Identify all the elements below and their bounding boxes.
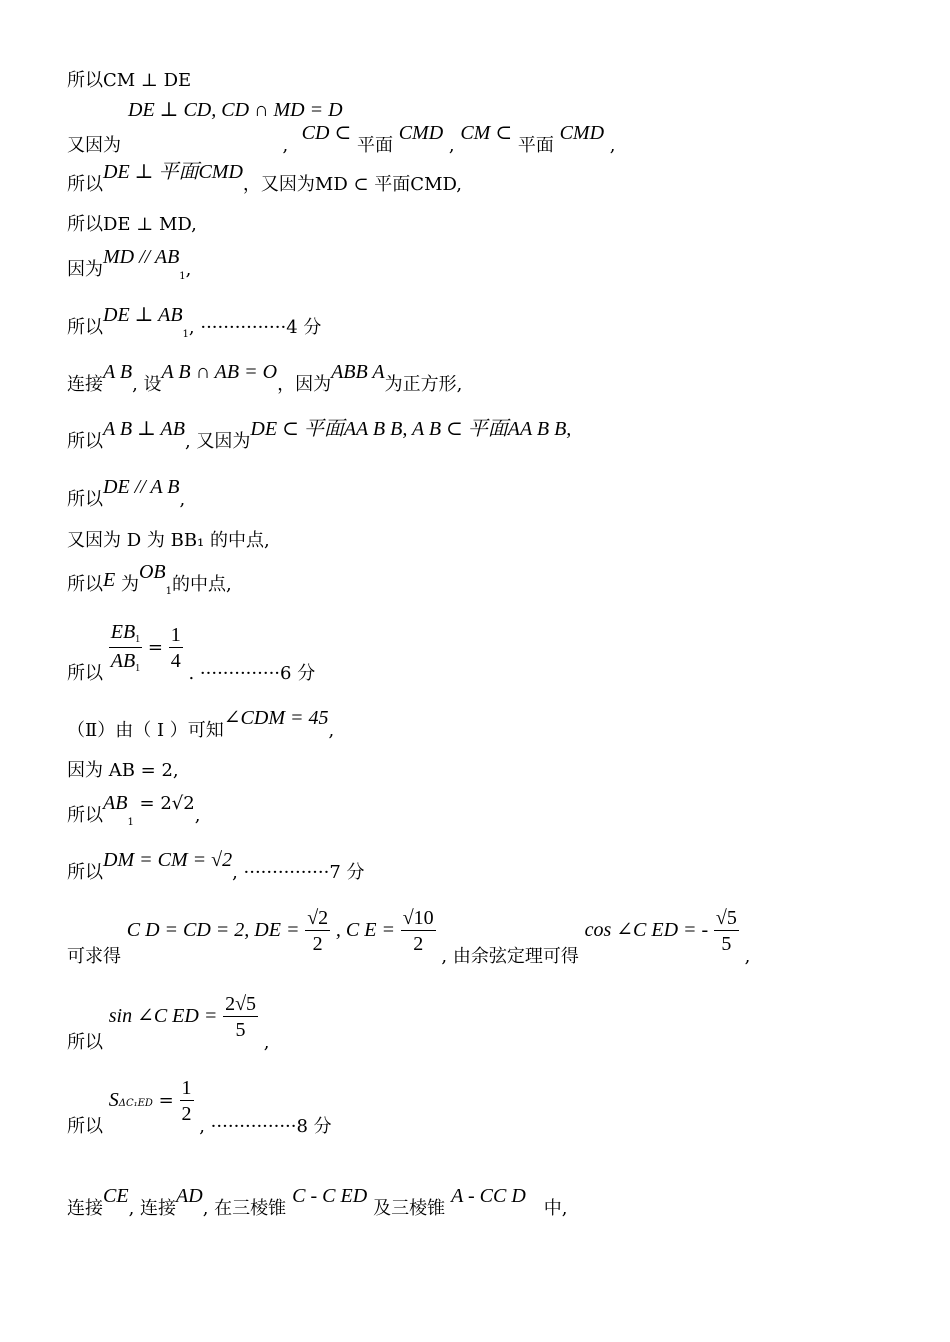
proof-text: 所以 [67, 1116, 103, 1137]
proof-text: 所以 [67, 574, 103, 595]
math-formula: CMD [398, 122, 444, 144]
text-line-14 [67, 762, 179, 780]
numerator: 2√5 [225, 993, 257, 1015]
text-line-13 [67, 707, 335, 741]
math-formula: = 2√2 [133, 793, 195, 814]
proof-text: 平面 [356, 135, 393, 156]
proof-text: 平面 [517, 135, 554, 156]
text-line-1 [67, 72, 191, 90]
denominator: 5 [721, 933, 732, 955]
numerator: EB [110, 621, 136, 643]
text-line-7 [67, 361, 463, 395]
proof-text: 因为 AB = 2, [67, 760, 179, 781]
proof-text: , ···············7 分 [232, 862, 365, 883]
proof-text: 所以 [67, 317, 103, 338]
equals-sign: = [158, 1090, 174, 1111]
math-formula: C D = CD = 2, DE = [126, 919, 300, 941]
text-line-2a [128, 100, 343, 120]
proof-text: 所以DE ⊥ MD, [67, 214, 197, 235]
proof-text: 及三棱锥 [373, 1198, 446, 1219]
proof-text: 可求得 [67, 946, 121, 967]
math-formula: MD // AB [103, 246, 180, 268]
math-formula: E [103, 569, 116, 591]
math-formula: CM ⊂ [460, 122, 513, 144]
proof-text: , 又因为 [184, 431, 251, 452]
proof-text: , ···············4 分 [188, 317, 322, 338]
text-line-20 [67, 1185, 568, 1219]
text-line-17 [67, 907, 751, 967]
proof-text: 为 [120, 574, 139, 595]
proof-text: , [194, 805, 201, 826]
proof-text: , 由余弦定理可得 [441, 946, 579, 967]
proof-text: 因为 [67, 259, 103, 280]
math-formula: ABB A [331, 361, 385, 383]
text-line-18 [67, 993, 270, 1053]
proof-text: , [282, 135, 289, 156]
text-line-8 [67, 418, 572, 452]
denominator: 5 [235, 1019, 246, 1041]
math-formula: sin ∠C ED = [108, 1005, 218, 1027]
denominator: 2 [413, 933, 424, 955]
math-formula: S [108, 1089, 119, 1111]
proof-text: 所以 [67, 663, 103, 684]
proof-text: , [328, 720, 335, 741]
proof-text: . ··············6 分 [188, 663, 316, 684]
proof-text: 又因为 [67, 135, 121, 156]
fraction [223, 994, 258, 1040]
text-line-5: 因为MD // $AB_1$, [67, 246, 192, 282]
text-line-9 [67, 476, 186, 510]
proof-text: 所以 [67, 1032, 103, 1053]
proof-text: , [609, 135, 616, 156]
math-formula: CMD [559, 122, 605, 144]
math-formula: A B ∩ AB [161, 361, 240, 383]
proof-text: , ···············8 分 [199, 1116, 332, 1137]
proof-text: , 连接 [128, 1198, 177, 1219]
math-formula: AB [103, 792, 128, 814]
numerator: √5 [715, 907, 737, 929]
subscript: ΔC₁ED [118, 1098, 153, 1109]
proof-text: 所以CM ⊥ DE [67, 70, 192, 91]
proof-text: , 在三棱锥 [202, 1198, 287, 1219]
proof-text: （Ⅱ）由（ Ⅰ ）可知 [67, 720, 224, 741]
proof-text: ，因为 [277, 374, 332, 395]
proof-text: 的中点, [172, 574, 232, 595]
fraction: $\frac{EB_1}{AB_1}$ [110, 621, 141, 674]
math-formula: , C E = [335, 919, 395, 941]
text-line-19 [67, 1077, 332, 1137]
proof-text: 所以 [67, 489, 103, 510]
proof-text: , [744, 946, 751, 967]
proof-text: 中, [543, 1198, 568, 1219]
math-formula: C - C ED [292, 1185, 368, 1207]
text-line-3 [67, 161, 463, 195]
text-line-16 [67, 849, 365, 883]
proof-text: , [448, 135, 455, 156]
text-line-6: 所以DE ⊥ $AB_1$, ···············4 分 [67, 304, 322, 340]
proof-text: 连接 [67, 1198, 103, 1219]
fraction [401, 908, 436, 954]
proof-text: ，又因为MD ⊂ 平面CMD, [242, 174, 463, 195]
denominator: 2 [181, 1103, 192, 1125]
math-formula: ∠CDM = 45 [223, 707, 329, 729]
math-formula: cos ∠C ED = - [584, 919, 709, 941]
math-formula: DE ⊥ CD, CD ∩ MD = D [128, 99, 343, 121]
proof-text: 为正方形, [384, 374, 463, 395]
proof-text: , [263, 1032, 270, 1053]
numerator: √10 [402, 907, 434, 929]
math-formula: A B ⊥ AB [103, 418, 185, 440]
text-line-12 [67, 621, 316, 684]
numerator: √2 [307, 907, 329, 929]
proof-text: 所以 [67, 174, 103, 195]
text-line-11: 所以E 为$OB_1$的中点, [67, 561, 232, 597]
math-formula: DM = CM = √2 [103, 849, 233, 871]
math-formula: = O [239, 361, 278, 383]
math-formula: A - CC D [451, 1185, 526, 1207]
proof-text: 所以 [67, 431, 103, 452]
math-formula: DE // A B [103, 476, 180, 498]
math-formula: CD ⊂ [301, 122, 352, 144]
proof-text: 连接 [67, 374, 103, 395]
math-formula: AD [176, 1185, 203, 1207]
math-formula: CE [103, 1185, 129, 1207]
denominator: 2 [312, 933, 323, 955]
denominator: 4 [170, 650, 181, 672]
math-formula: DE ⊥ 平面CMD [103, 161, 243, 183]
fraction [714, 908, 739, 954]
denominator: AB [110, 650, 136, 672]
proof-text: 所以 [67, 805, 103, 826]
proof-text: 所以 [67, 862, 103, 883]
text-line-4 [67, 216, 197, 234]
math-formula: DE ⊂ 平面AA B B, A B ⊂ 平面AA B B, [250, 418, 572, 440]
proof-text: , [179, 489, 186, 510]
text-line-15: 所以$AB_1 = 2√2$, [67, 792, 201, 828]
math-formula: OB [138, 561, 166, 583]
fraction [169, 625, 183, 671]
text-line-2 [67, 122, 616, 156]
math-formula: A B [103, 361, 133, 383]
proof-text: , [185, 259, 192, 280]
text-line-10 [67, 532, 270, 550]
fraction [180, 1078, 194, 1124]
numerator: 1 [170, 624, 181, 646]
proof-text: , 设 [132, 374, 162, 395]
equals-sign: = [147, 637, 163, 658]
math-formula: DE ⊥ AB [103, 304, 183, 326]
proof-text: 又因为 D 为 BB₁ 的中点, [67, 530, 270, 551]
fraction [305, 908, 330, 954]
numerator: 1 [181, 1077, 192, 1099]
